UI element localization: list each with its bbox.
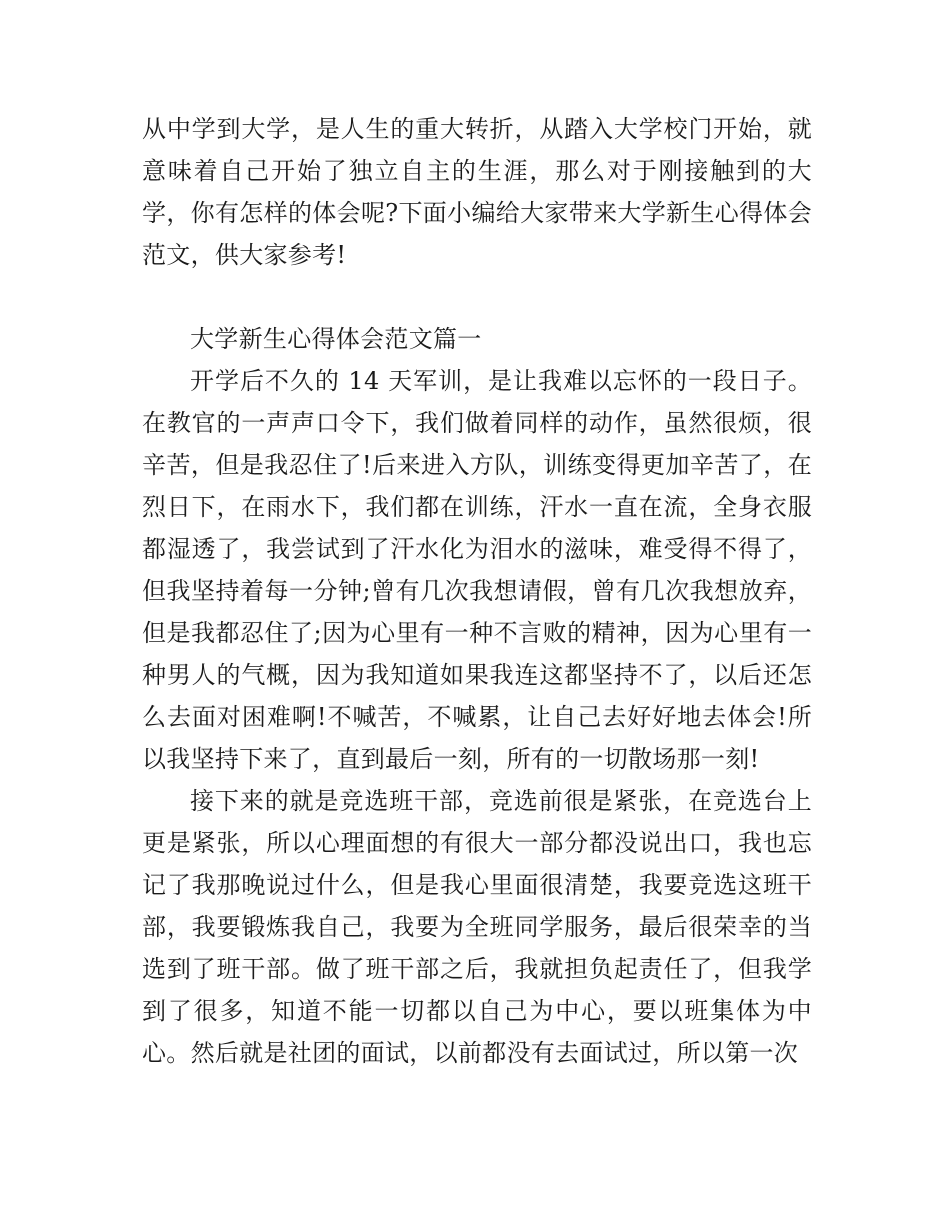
intro-paragraph: 从中学到大学，是人生的重大转折，从踏入大学校门开始，就意味着自己开始了独立自主的生涯，那么对于刚接触到的大学，你有怎样的体会呢?下面小编给大家带来大学新生心得体会范文，供大家参考! [142,115,812,269]
body-paragraph-2: 接下来的就是竞选班干部，竞选前很是紧张，在竞选台上更是紧张，所以心理面想的有很大一部分都没说出口，我也忘记了我那晚说过什么，但是我心里面很清楚，我要竞选这班干部，我要锻炼我自己，我要为全班同学服务，最后很荣幸的当选到了班干部。做了班干部之后，我就担负起责任了，但我学到了很多，知道不能一切都以自己为中心，要以班集体为中心。然后就是社团的面试，以前都没有去面试过，所以第一次 [142,787,812,1067]
body-paragraph-1: 开学后不久的 14 天军训，是让我难以忘怀的一段日子。在教官的一声声口令下，我们做着同样的动作，虽然很烦，很辛苦，但是我忍住了!后来进入方队，训练变得更加辛苦了，在烈日下，在雨水下，我们都在训练，汗水一直在流，全身衣服都湿透了，我尝试到了汗水化为泪水的滋味，难受得不得了，但我坚持着每一分钟;曾有几次我想请假，曾有几次我想放弃，但是我都忍住了;因为心里有一种不言败的精神，因为心里有一种男人的气概，因为我知道如果我连这都坚持不了，以后还怎么去面对困难啊!不喊苦，不喊累，让自己去好好地去体会!所以我坚持下来了，直到最后一刻，所有的一切散场那一刻! [142,367,812,773]
section-title: 大学新生心得体会范文篇一 [190,325,482,353]
document-body [142,108,812,1074]
